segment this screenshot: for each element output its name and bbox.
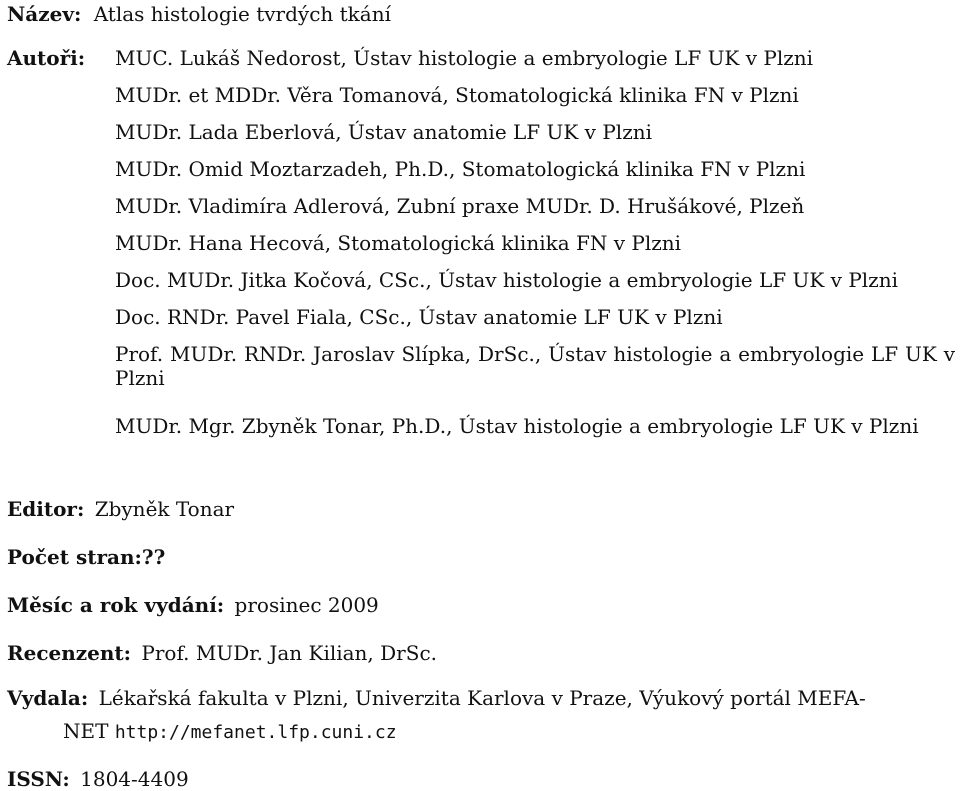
editor-row (7, 497, 234, 521)
author-item: MUDr. Mgr. Zbyněk Tonar, Ph.D., Ústav histologie a embryologie LF UK v Plzni (115, 414, 919, 438)
reviewer-label: Recenzent: (7, 641, 132, 665)
publisher-label: Vydala: (7, 686, 89, 710)
publish-date-value: prosinec 2009 (234, 593, 379, 617)
title-label: Název: (7, 2, 82, 26)
page-count-label: Počet stran: (7, 545, 142, 569)
author-item: MUDr. et MDDr. Věra Tomanová, Stomatologická klinika FN v Plzni (115, 83, 799, 107)
page-count-value: ?? (141, 545, 166, 569)
editor-label: Editor: (7, 497, 85, 521)
authors-list (115, 46, 955, 474)
publisher-url-link[interactable]: http://mefanet.lfp.cuni.cz (114, 722, 397, 743)
editor-value: Zbyněk Tonar (94, 497, 235, 521)
authors-label: Autoři: (7, 46, 86, 70)
issn-value: 1804-4409 (80, 767, 189, 791)
author-item: Doc. RNDr. Pavel Fiala, CSc., Ústav anatomie LF UK v Plzni (115, 305, 723, 329)
author-item: Doc. MUDr. Jitka Kočová, CSc., Ústav histologie a embryologie LF UK v Plzni (115, 268, 898, 292)
title-row (7, 2, 391, 26)
reviewer-row (7, 641, 437, 665)
page-count-row (7, 545, 165, 569)
author-item: MUDr. Lada Eberlová, Ústav anatomie LF UK v Plzni (115, 120, 653, 144)
author-item: MUDr. Vladimíra Adlerová, Zubní praxe MUDr. D. Hrušákové, Plzeň (115, 194, 805, 218)
issn-label: ISSN: (7, 767, 70, 791)
issn-row (7, 767, 189, 791)
publish-date-row (7, 593, 379, 617)
author-item: Prof. MUDr. RNDr. Jaroslav Slípka, DrSc., Ústav histologie a embryologie LF UK v Plzni (115, 342, 955, 390)
publisher-value-cont: NET (63, 719, 109, 743)
publisher-value: Lékařská fakulta v Plzni, Univerzita Karlova v Praze, Výukový portál MEFA- (98, 686, 866, 710)
author-item: MUC. Lukáš Nedorost, Ústav histologie a embryologie LF UK v Plzni (115, 46, 814, 70)
publish-date-label: Měsíc a rok vydání: (7, 593, 225, 617)
author-item: MUDr. Hana Hecová, Stomatologická klinika FN v Plzni (115, 231, 682, 255)
reviewer-value: Prof. MUDr. Jan Kilian, DrSc. (141, 641, 438, 665)
title-value: Atlas histologie tvrdých tkání (93, 2, 392, 26)
author-item: MUDr. Omid Moztarzadeh, Ph.D., Stomatologická klinika FN v Plzni (115, 157, 806, 181)
publisher-continuation (7, 719, 955, 745)
publisher-row (7, 686, 955, 745)
